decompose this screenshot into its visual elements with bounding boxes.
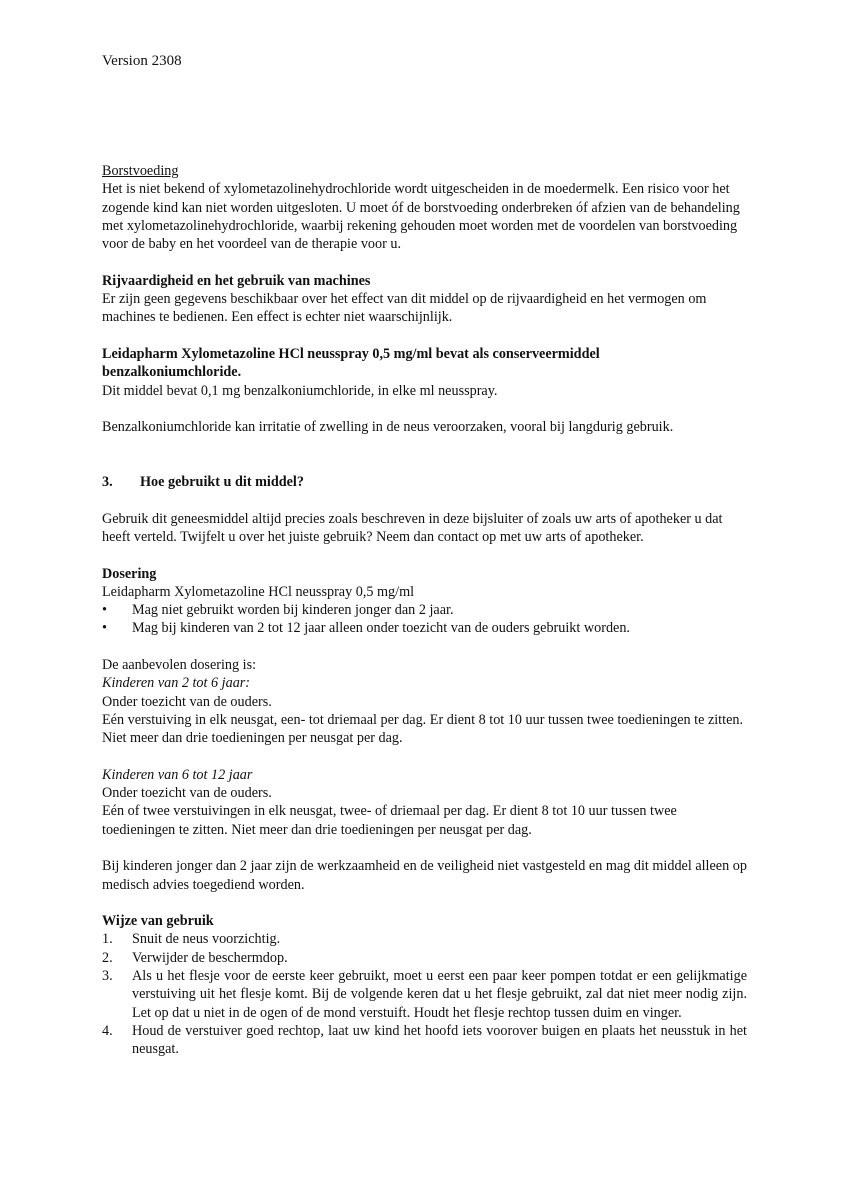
under-2-text: Bij kinderen jonger dan 2 jaar zijn de werkzaamheid en de veiligheid niet vastgesteld en mag dit middel alleen op medisch advies toegediend worden. [102, 858, 747, 893]
list-item [102, 949, 747, 967]
section-3-heading [102, 473, 747, 491]
wijze-steps-list [102, 930, 747, 1058]
section-3-intro: Gebruik dit geneesmiddel altijd precies zoals beschreven in deze bijsluiter of zoals uw arts of apotheker u dat heeft verteld. Twijfelt u over het juiste gebruik? Neem dan contact op met uw arts of apotheker. [102, 510, 723, 545]
list-item [102, 619, 747, 637]
section-3-number: 3. [102, 474, 113, 491]
bullet-text: Mag bij kinderen van 2 tot 12 jaar alleen onder toezicht van de ouders gebruikt worden. [132, 620, 630, 637]
list-item [102, 601, 747, 619]
conserveermiddel-text-1: Dit middel bevat 0,1 mg benzalkoniumchloride, in elke ml neusspray. [102, 382, 498, 399]
recommended-dose-label: De aanbevolen dosering is: [102, 657, 257, 674]
bullet-mark: • [102, 602, 107, 619]
step-text: Houd de verstuiver goed rechtop, laat uw kind het hoofd iets voorover buigen en plaats het neusstuk in het neusgat. [132, 1022, 747, 1058]
dosering-product: Leidapharm Xylometazoline HCl neusspray 0,5 mg/ml [102, 583, 415, 600]
step-number: 1. [102, 931, 113, 948]
step-number: 4. [102, 1022, 113, 1039]
group-2-6-title: Kinderen van 2 tot 6 jaar: [102, 675, 251, 692]
group-2-6-text: Eén verstuiving in elk neusgat, een- tot driemaal per dag. Er dient 8 tot 10 uur tussen twee toedieningen te zitten. Niet meer dan drie toedieningen per neusgat per dag. [102, 711, 744, 747]
step-text: Als u het flesje voor de eerste keer gebruikt, moet u eerst een paar keer pompen totdat er een gelijkmatige verstuiving uit het flesje komt. Bij de volgende keren dat u het flesje gebruikt, zal dat niet meer nodig zijn. Let op dat u niet in de ogen of de mond verstuift. Houdt het flesje rechtop tussen duim en vinger. [132, 968, 747, 1021]
rijvaardigheid-heading: Rijvaardigheid en het gebruik van machines [102, 272, 371, 289]
conserveermiddel-text-2: Benzalkoniumchloride kan irritatie of zwelling in de neus veroorzaken, vooral bij langdurig gebruik. [102, 419, 674, 436]
list-item [102, 930, 747, 948]
rijvaardigheid-text: Er zijn geen gegevens beschikbaar over het effect van dit middel op de rijvaardigheid en het vermogen om machines te bedienen. Een effect is echter niet waarschijnlijk. [102, 291, 707, 326]
list-item [102, 967, 747, 1022]
list-item [102, 1022, 747, 1059]
document-content [102, 162, 747, 1059]
wijze-heading: Wijze van gebruik [102, 913, 214, 930]
step-number: 3. [102, 968, 113, 985]
dosering-bullet-list [102, 601, 747, 638]
group-2-6-supervision: Onder toezicht van de ouders. [102, 693, 272, 710]
bullet-mark: • [102, 620, 107, 637]
group-6-12-text: Eén of twee verstuivingen in elk neusgat, twee- of driemaal per dag. Er dient 8 tot 10 uur tussen twee toedieningen te zitten. Niet meer dan drie toedieningen per neusgat per dag. [102, 803, 677, 838]
bullet-text: Mag niet gebruikt worden bij kinderen jonger dan 2 jaar. [132, 602, 454, 619]
step-text: Verwijder de beschermdop. [132, 949, 288, 966]
group-6-12-supervision: Onder toezicht van de ouders. [102, 785, 272, 802]
section-3-title: Hoe gebruikt u dit middel? [140, 474, 304, 491]
dosering-heading: Dosering [102, 565, 157, 582]
conserveermiddel-heading: Leidapharm Xylometazoline HCl neusspray 0,5 mg/ml bevat als conserveermiddel benzalkoniumchloride. [102, 345, 600, 381]
borstvoeding-heading: Borstvoeding [102, 163, 179, 179]
version-label: Version 2308 [102, 53, 182, 69]
group-6-12-title: Kinderen van 6 tot 12 jaar [102, 766, 253, 783]
step-text: Snuit de neus voorzichtig. [132, 931, 281, 948]
step-number: 2. [102, 949, 113, 966]
borstvoeding-text: Het is niet bekend of xylometazolinehydrochloride wordt uitgescheiden in de moedermelk. Een risico voor het zogende kind kan niet worden uitgesloten. U moet óf de borstvoeding onderbreken óf afzien van de behandeling met xylometazolinehydrochloride, waarbij rekening gehouden moet worden met de voordelen van borstvoeding voor de baby en het voordeel van de therapie voor u. [102, 181, 740, 253]
